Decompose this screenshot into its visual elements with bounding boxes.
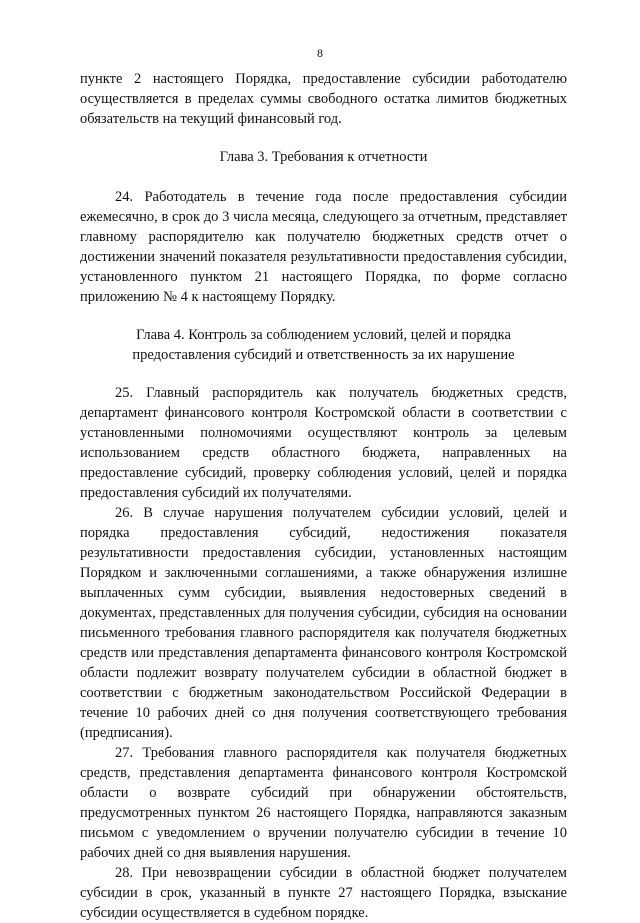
chapter-3-heading: Глава 3. Требования к отчетности xyxy=(219,149,428,165)
paragraph-28: 28. При невозвращении субсидии в областной бюджет получателем субсидии в срок, указанный в пункте 27 настоящего Порядка, взыскание субсидии осуществляется в судебном порядке. xyxy=(80,865,567,921)
paragraph-25: 25. Главный распорядитель как получатель бюджетных средств, департамент финансового контроля Костромской области в соответствии с установленными полномочиями осуществляют контроль за целевым использованием средств областного бюджета, направленных на предоставление субсидий, проверку соблюдения условий, целей и порядка предоставления субсидий их получателями. xyxy=(80,385,567,501)
paragraph-26: 26. В случае нарушения получателем субсидии условий, целей и порядка предоставления субсидий, недостижения показателя результативности предоставления субсидии, установленных настоящим Порядком и заключенными соглашениями, а также обнаружения излишне выплаченных сумм субсидии, выявления недостоверных сведений в документах, представленных для получения субсидии, субсидия на основании письменного требования главного распорядителя как получателя бюджетных средств или представления департамента финансового контроля Костромской области подлежит возврату получателем субсидии в областной бюджет в соответствии с бюджетным законодательством Российской Федерации в течение 10 рабочих дней со дня получения соответствующего требования (предписания). xyxy=(80,505,567,741)
page-number: 8 xyxy=(317,46,323,60)
chapter-4-heading-line-2: предоставления субсидий и ответственность за их нарушение xyxy=(132,347,515,363)
chapter-4-heading xyxy=(80,325,567,365)
document-body xyxy=(80,69,567,923)
chapter-4-heading-line-1: Глава 4. Контроль за соблюдением условий, целей и порядка xyxy=(136,327,511,343)
paragraph-27: 27. Требования главного распорядителя как получателя бюджетных средств, представления департамента финансового контроля Костромской области о возврате субсидий при обнаружении обстоятельств, предусмотренных пунктом 26 настоящего Порядка, направляются заказным письмом с уведомлением о вручении получателю субсидии в течение 10 рабочих дней со дня выявления нарушения. xyxy=(80,745,567,861)
paragraph-intro-continuation: пункте 2 настоящего Порядка, предоставление субсидии работодателю осуществляется в пределах суммы свободного остатка лимитов бюджетных обязательств на текущий финансовый год. xyxy=(80,71,567,127)
paragraph-24: 24. Работодатель в течение года после предоставления субсидии ежемесячно, в срок до 3 числа месяца, следующего за отчетным, представляет главному распорядителю как получателю бюджетных средств отчет о достижении значений показателя результативности предоставления субсидии, установленного пунктом 21 настоящего Порядка, по форме согласно приложению № 4 к настоящему Порядку. xyxy=(80,189,567,305)
